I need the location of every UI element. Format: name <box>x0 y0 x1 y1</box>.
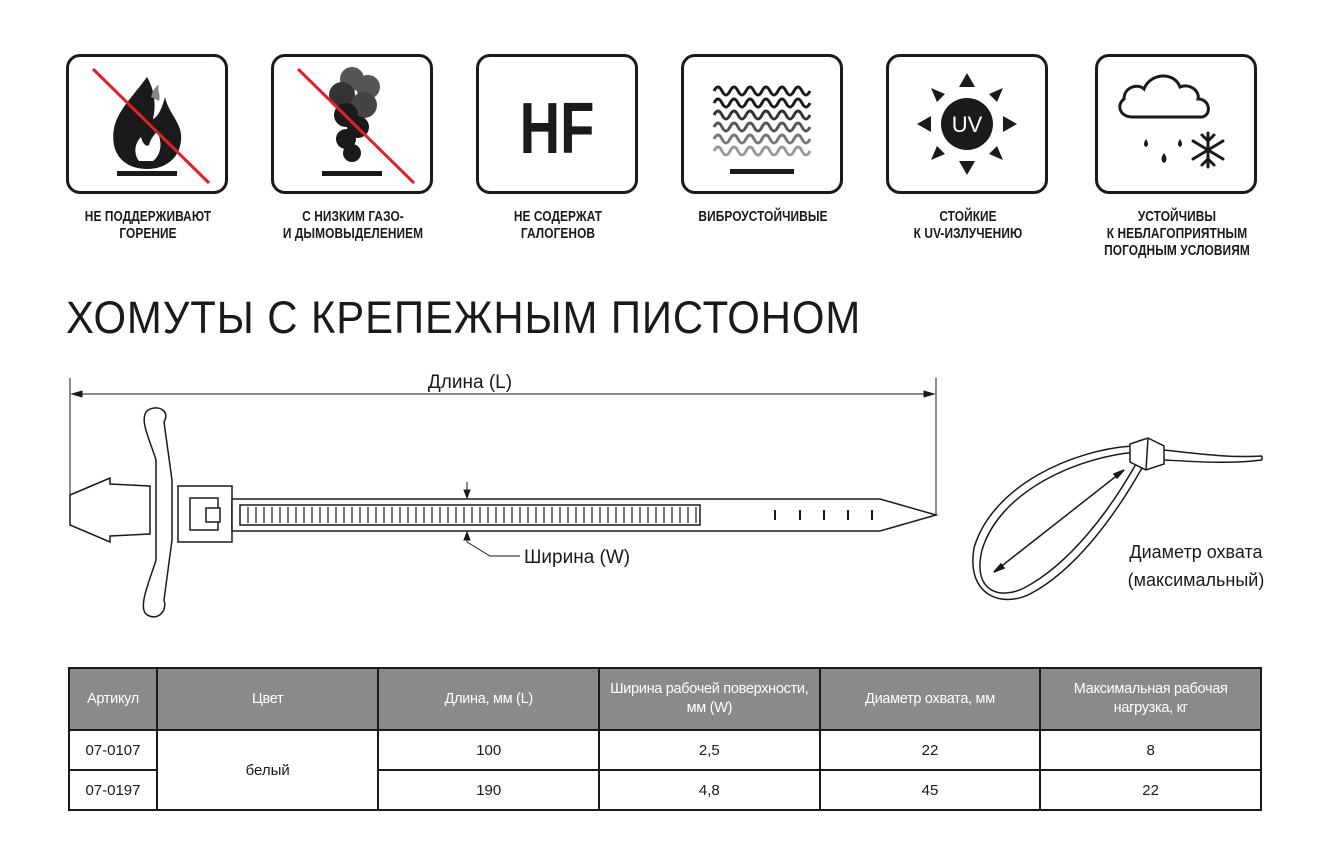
feature-caption-no-burning: НЕ ПОДДЕРЖИВАЮТ ГОРЕНИЕ <box>84 209 212 242</box>
cell-length: 190 <box>378 770 599 810</box>
feature-icon-box-halogen-free <box>476 54 638 194</box>
feature-icon-box-uv <box>886 54 1048 194</box>
table-header-row <box>69 668 1261 730</box>
cell-width: 4,8 <box>599 770 820 810</box>
width-label: Ширина (W) <box>524 547 631 568</box>
header-length: Длина, мм (L) <box>378 668 599 730</box>
header-load-line1: Максимальная рабочая <box>1073 681 1228 697</box>
vibration-icon <box>684 57 840 191</box>
feature-caption-weather: УСТОЙЧИВЫ К НЕБЛАГОПРИЯТНЫМ ПОГОДНЫМ УСЛОВИЯМ <box>1104 209 1250 259</box>
feature-icon-box-weather <box>1095 54 1257 194</box>
tie-strap <box>70 408 936 617</box>
cell-load: 8 <box>1040 730 1261 770</box>
diameter-label-line2: (максимальный) <box>1127 570 1265 590</box>
header-diameter: Диаметр охвата, мм <box>820 668 1041 730</box>
cell-article: 07-0197 <box>69 770 157 810</box>
page-title: ХОМУТЫ С КРЕПЕЖНЫМ ПИСТОНОМ <box>66 292 862 343</box>
header-load <box>1040 668 1261 730</box>
cable-tie-diagram <box>0 360 1339 650</box>
uv-sun-icon <box>889 57 1045 191</box>
header-width <box>599 668 820 730</box>
header-article: Артикул <box>69 668 157 730</box>
header-color: Цвет <box>157 668 379 730</box>
snowflake-icon <box>1193 133 1223 167</box>
cell-width: 2,5 <box>599 730 820 770</box>
spec-table <box>68 667 1262 811</box>
no-flame-icon <box>69 57 225 191</box>
header-width-line1: Ширина рабочей поверхности, <box>610 681 809 697</box>
cell-diameter: 45 <box>820 770 1041 810</box>
cell-load: 22 <box>1040 770 1261 810</box>
cell-article: 07-0107 <box>69 730 157 770</box>
cell-length: 100 <box>378 730 599 770</box>
feature-caption-vibration: ВИБРОУСТОЙЧИВЫЕ <box>698 209 828 225</box>
weather-icon <box>1098 57 1254 191</box>
table-row <box>69 730 1261 770</box>
halogen-free-icon <box>479 57 635 191</box>
feature-icon-box-vibration <box>681 54 843 194</box>
feature-caption-uv: СТОЙКИЕ К UV-ИЗЛУЧЕНИЮ <box>913 209 1023 242</box>
header-load-line2: нагрузка, кг <box>1113 700 1188 716</box>
feature-caption-low-smoke: С НИЗКИМ ГАЗО- И ДЫМОВЫДЕЛЕНИЕМ <box>282 209 424 242</box>
length-label: Длина (L) <box>427 372 513 393</box>
low-smoke-icon <box>274 57 430 191</box>
hf-label: HF <box>519 88 595 169</box>
feature-icon-box-no-burning <box>66 54 228 194</box>
feature-icon-box-low-smoke <box>271 54 433 194</box>
cell-color: белый <box>157 730 379 810</box>
header-width-line2: мм (W) <box>686 700 733 716</box>
uv-label: UV <box>951 112 983 137</box>
diameter-label-line1: Диаметр охвата <box>1129 542 1263 562</box>
feature-caption-halogen-free: НЕ СОДЕРЖАТ ГАЛОГЕНОВ <box>513 209 603 242</box>
cell-diameter: 22 <box>820 730 1041 770</box>
